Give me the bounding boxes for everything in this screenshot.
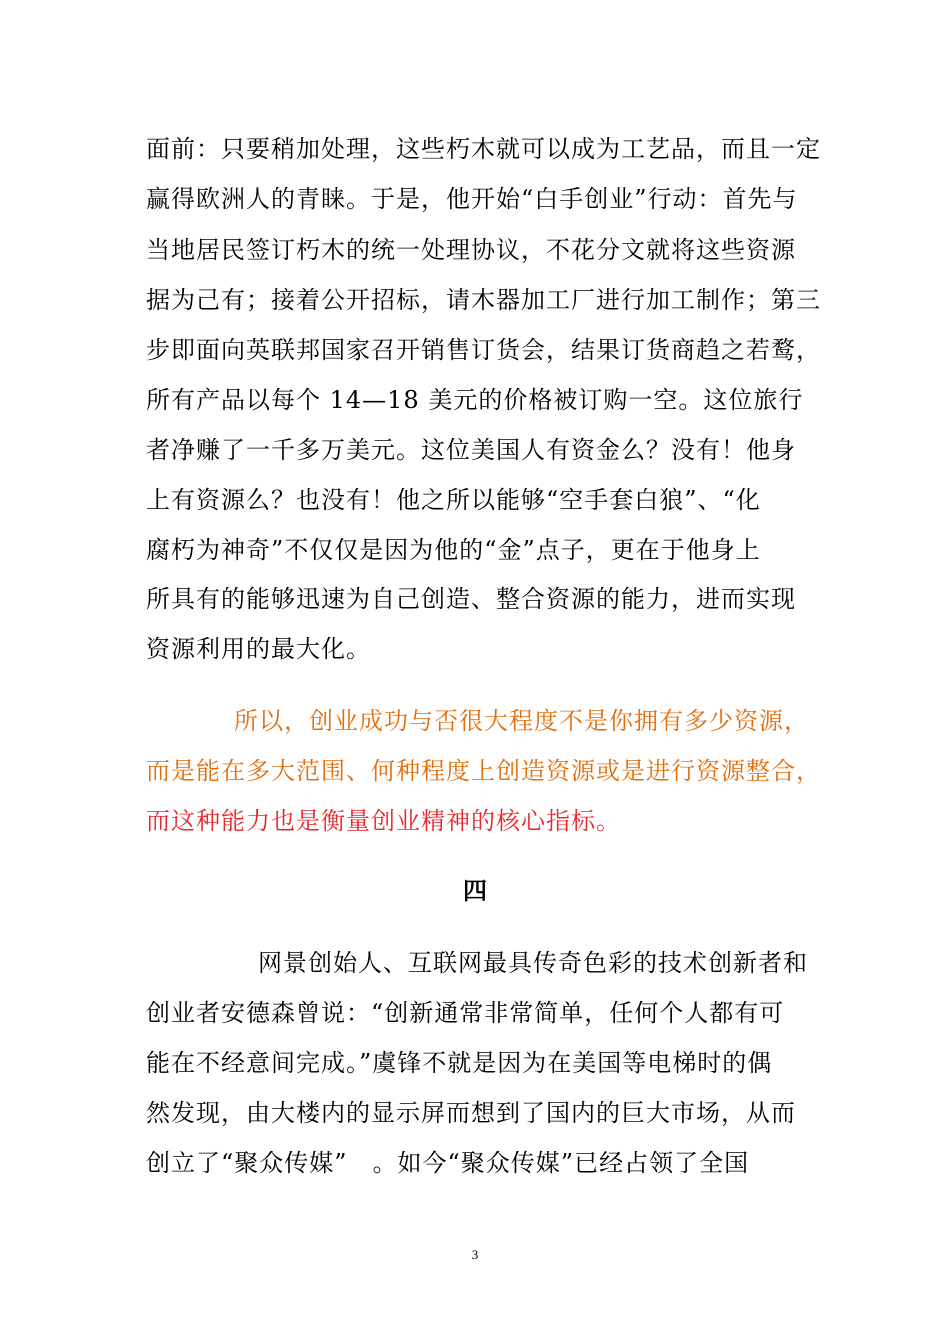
- text-line: 资源利用的最大化。: [146, 635, 371, 663]
- text-line: 网景创始人、互联网最具传奇色彩的技术创新者和: [258, 949, 808, 977]
- text-line: 所有产品以每个 14—18 美元的价格被订购一空。这位旅行: [146, 386, 804, 414]
- text-line: 者净赚了一千多万美元。这位美国人有资金么？没有！他身: [146, 436, 796, 464]
- highlighted-line: 所以，创业成功与否很大程度不是你拥有多少资源，: [234, 707, 809, 735]
- section-heading: 四: [463, 876, 487, 905]
- text-line: 上有资源么？也没有！他之所以能够“空手套白狼”、“化: [146, 486, 761, 514]
- text-line: 腐朽为神奇”不仅仅是因为他的“金”点子，更在于他身上: [146, 536, 761, 564]
- text-line: 所具有的能够迅速为自己创造、整合资源的能力，进而实现: [146, 585, 796, 613]
- text-line: 能在不经意间完成。”虞锋不就是因为在美国等电梯时的偶: [146, 1049, 773, 1077]
- text-line: 步即面向英联邦国家召开销售订货会，结果订货商趋之若鹜，: [146, 336, 821, 364]
- text-line: 据为己有；接着公开招标，请木器加工厂进行加工制作；第三: [146, 286, 821, 314]
- text-line: 然发现，由大楼内的显示屏而想到了国内的巨大市场，从而: [146, 1099, 796, 1127]
- text-line: 创立了“聚众传媒” 。如今“聚众传媒”已经占领了全国: [146, 1149, 750, 1177]
- text-line: 面前：只要稍加处理，这些朽木就可以成为工艺品，而且一定: [146, 135, 821, 163]
- highlighted-line: 而是能在多大范围、何种程度上创造资源或是进行资源整合，: [146, 757, 821, 785]
- page-number: 3: [471, 1247, 479, 1262]
- text-line: 当地居民签订朽木的统一处理协议，不花分文就将这些资源: [146, 236, 796, 264]
- text-line: 创业者安德森曾说：“创新通常非常简单，任何个人都有可: [146, 999, 785, 1027]
- text-line: 赢得欧洲人的青睐。于是，他开始“白手创业”行动：首先与: [146, 185, 798, 213]
- highlighted-line: 而这种能力也是衡量创业精神的核心指标。: [146, 807, 621, 835]
